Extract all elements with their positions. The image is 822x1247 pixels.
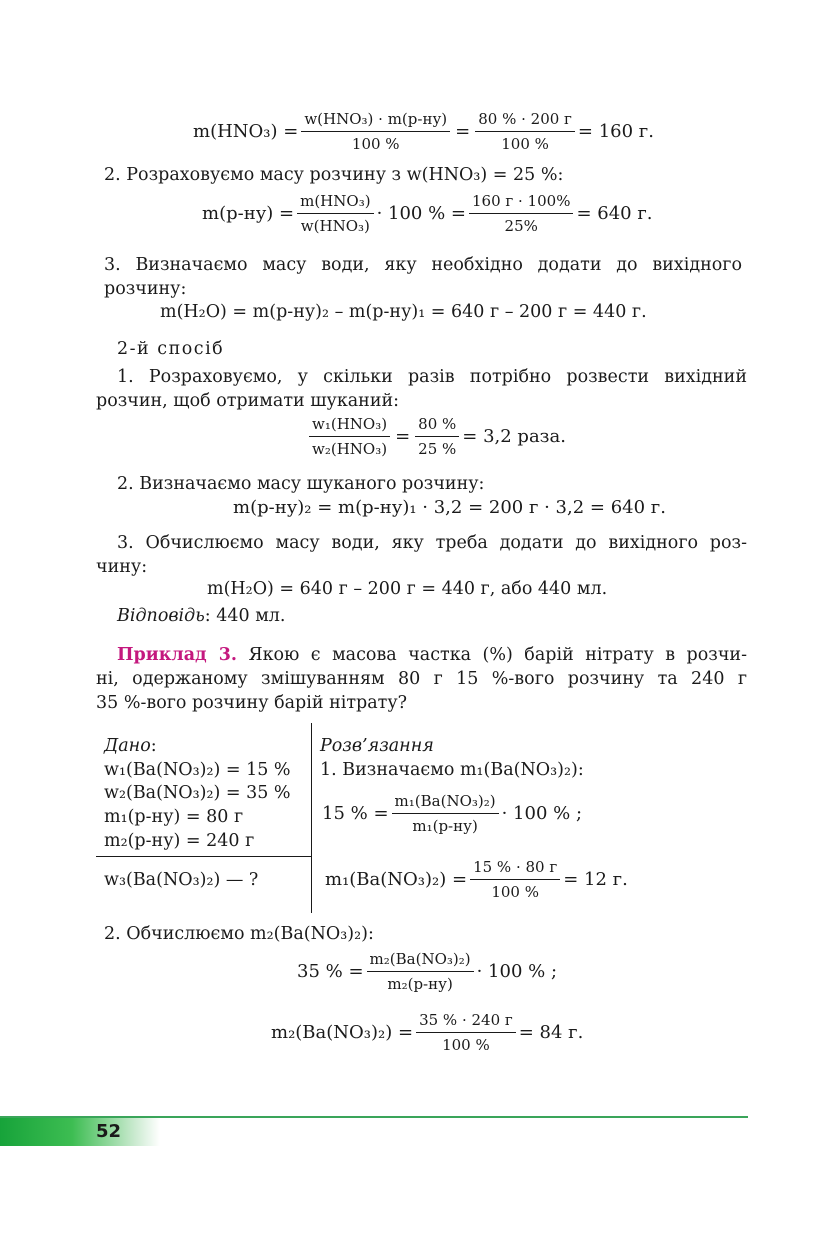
fraction: [470, 858, 560, 901]
formula-lhs: m(HNO₃) =: [193, 121, 299, 142]
numerator: 80 % · 200 г: [475, 110, 575, 132]
answer-line: [117, 604, 285, 628]
example-3-text-c: 35 %-вого розчину барій нітрату?: [96, 693, 408, 713]
m2-step-3-text-a: 3. Обчислюємо масу води, яку треба додати до вихідного роз-: [117, 533, 747, 553]
m2-step-1-text-a: 1. Розраховуємо, у скільки разів потрібно розвести вихідний: [117, 367, 747, 387]
answer-value: : 440 мл.: [204, 606, 286, 626]
denominator: 100 %: [501, 135, 549, 153]
numerator: w(HNO₃) · m(р-ну): [301, 110, 450, 132]
denominator: w₂(HNO₃): [312, 440, 388, 458]
numerator: w₁(HNO₃): [309, 415, 390, 437]
denominator: 25%: [504, 217, 538, 235]
footer-green-band: [0, 1118, 160, 1146]
page-number: 52: [96, 1121, 122, 1142]
fraction: [367, 950, 474, 993]
fraction: [469, 192, 573, 235]
numerator: 160 г · 100%: [469, 192, 573, 214]
denominator: m₂(р-ну): [387, 975, 453, 993]
step-2-ba: 2. Обчислюємо m₂(Ba(NO₃)₂):: [104, 924, 374, 944]
formula-water-volume: m(H₂O) = 640 г – 200 г = 440 г, або 440 мл.: [207, 579, 608, 599]
formula-target-mass: m(р-ну)₂ = m(р-ну)₁ · 3,2 = 200 г · 3,2 = 640 г.: [233, 497, 666, 518]
numerator: m₂(Ba(NO₃)₂): [367, 950, 474, 972]
denominator: 100 %: [442, 1036, 490, 1054]
formula-result: = 160 г.: [577, 121, 654, 142]
formula-dilution-ratio: $\frac{\text{w₁(HNO₃)}}{\text{w₂(HNO₃)}}$ = $\frac{80 \%}{25 \%}$ = 3,2 раза.: [306, 415, 566, 458]
table-divider-horizontal: [96, 856, 311, 857]
m2-step-2-text: 2. Визначаємо масу шуканого розчину:: [117, 474, 485, 494]
step-3-text-a: 3. Визначаємо масу води, яку необхідно додати до вихідного: [104, 255, 742, 275]
formula-result: = 640 г.: [576, 203, 653, 224]
given-line-4: m₂(р-ну) = 240 г: [104, 831, 255, 851]
fraction: [309, 415, 390, 458]
denominator: 100 %: [491, 883, 539, 901]
m2-step-1-text-b: розчин, щоб отримати шуканий:: [96, 391, 400, 411]
formula-ba-fraction: 15 % = $\frac{\text{m₁(Ba(NO₃)₂)}}{\text{m₁(р-ну)}}$ · 100 % ;: [322, 792, 583, 835]
find-line: w₃(Ba(NO₃)₂) — ?: [104, 870, 259, 890]
numerator: m₁(Ba(NO₃)₂): [392, 792, 499, 814]
fraction: [392, 792, 499, 835]
formula-mid: · 100 % =: [376, 203, 466, 224]
fraction: [297, 192, 373, 235]
formula-ba-fraction-2: 35 % = $\frac{\text{m₂(Ba(NO₃)₂)}}{\text{m₂(р-ну)}}$ · 100 % ;: [297, 950, 558, 993]
example-3-text-a: Приклад 3. Якою є масова частка (%) барій нітрату в розчи-: [117, 645, 747, 665]
solution-step-1: 1. Визначаємо m₁(Ba(NO₃)₂):: [320, 760, 584, 780]
fraction: [301, 110, 450, 153]
formula-water-mass: m(H₂O) = m(р-ну)₂ – m(р-ну)₁ = 640 г – 200 г = 440 г.: [160, 302, 647, 322]
numerator: 80 %: [415, 415, 459, 437]
m2-step-3-text-b: чину:: [96, 557, 148, 577]
example-label: Приклад 3.: [117, 645, 237, 665]
given-line-3: m₁(р-ну) = 80 г: [104, 807, 244, 827]
numerator: 15 % · 80 г: [470, 858, 560, 880]
given-line-1: w₁(Ba(NO₃)₂) = 15 %: [104, 760, 291, 780]
formula-ba-mass-2: m₂(Ba(NO₃)₂) = $\frac{35 \% \cdot 240 г}{100 \%}$ = 84 г.: [271, 1011, 584, 1054]
numerator: 35 % · 240 г: [416, 1011, 516, 1033]
formula-ba-mass-1: m₁(Ba(NO₃)₂) = $\frac{15 \% \cdot 80 г}{100 \%}$ = 12 г.: [325, 858, 628, 901]
denominator: w(HNO₃): [300, 217, 370, 235]
fraction: [475, 110, 575, 153]
fraction: [416, 1011, 516, 1054]
table-divider-vertical: [311, 723, 312, 913]
formula-solution-mass: [202, 192, 653, 235]
solution-title: Розв’язання: [320, 736, 434, 756]
fraction: [415, 415, 459, 458]
step-3-text-b: розчину:: [104, 279, 187, 299]
example-3-text-b: ні, одержаному змішуванням 80 г 15 %-вого розчину та 240 г: [96, 669, 747, 689]
formula-result: = 3,2 раза.: [462, 426, 566, 447]
denominator: m₁(р-ну): [412, 817, 478, 835]
method-2-heading: 2-й спосіб: [117, 339, 225, 359]
step-2-text: 2. Розраховуємо масу розчину з w(HNO₃) = 25 %:: [104, 165, 564, 185]
answer-label: Відповідь: [117, 606, 205, 626]
numerator: m(HNO₃): [297, 192, 373, 214]
given-title: Дано:: [104, 736, 157, 756]
denominator: 100 %: [351, 135, 400, 153]
formula-lhs: m(р-ну) =: [202, 203, 295, 224]
denominator: 25 %: [418, 440, 457, 458]
formula-hno3-mass: m(HNO₃) = $\frac{\text{w(HNO₃) · m(р-ну)}}{100 \%}$ = $\frac{80 \% \cdot 200 г}{100 \%}$ = 160 г.: [193, 110, 654, 153]
given-line-2: w₂(Ba(NO₃)₂) = 35 %: [104, 783, 291, 803]
